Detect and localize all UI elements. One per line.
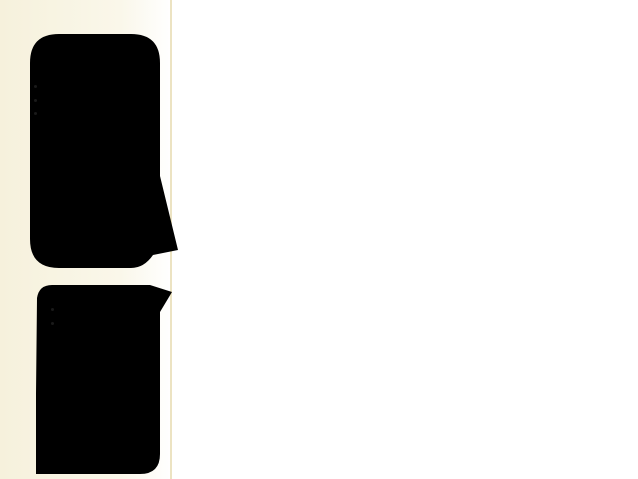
list-item	[63, 317, 150, 331]
bubble-bottom-list	[50, 303, 150, 330]
list-item	[46, 94, 151, 108]
section-molekul	[178, 265, 631, 267]
callout-bubbles	[0, 0, 200, 479]
list-item	[46, 107, 151, 121]
bubble-top-text	[33, 80, 151, 121]
section-empiris	[178, 150, 631, 152]
list-item	[46, 80, 151, 94]
bubble-bottom-text	[50, 303, 150, 330]
callout-bubble-top	[30, 34, 178, 268]
page-title	[0, 6, 638, 38]
list-item	[63, 303, 150, 317]
bubble-top-list	[33, 80, 151, 121]
